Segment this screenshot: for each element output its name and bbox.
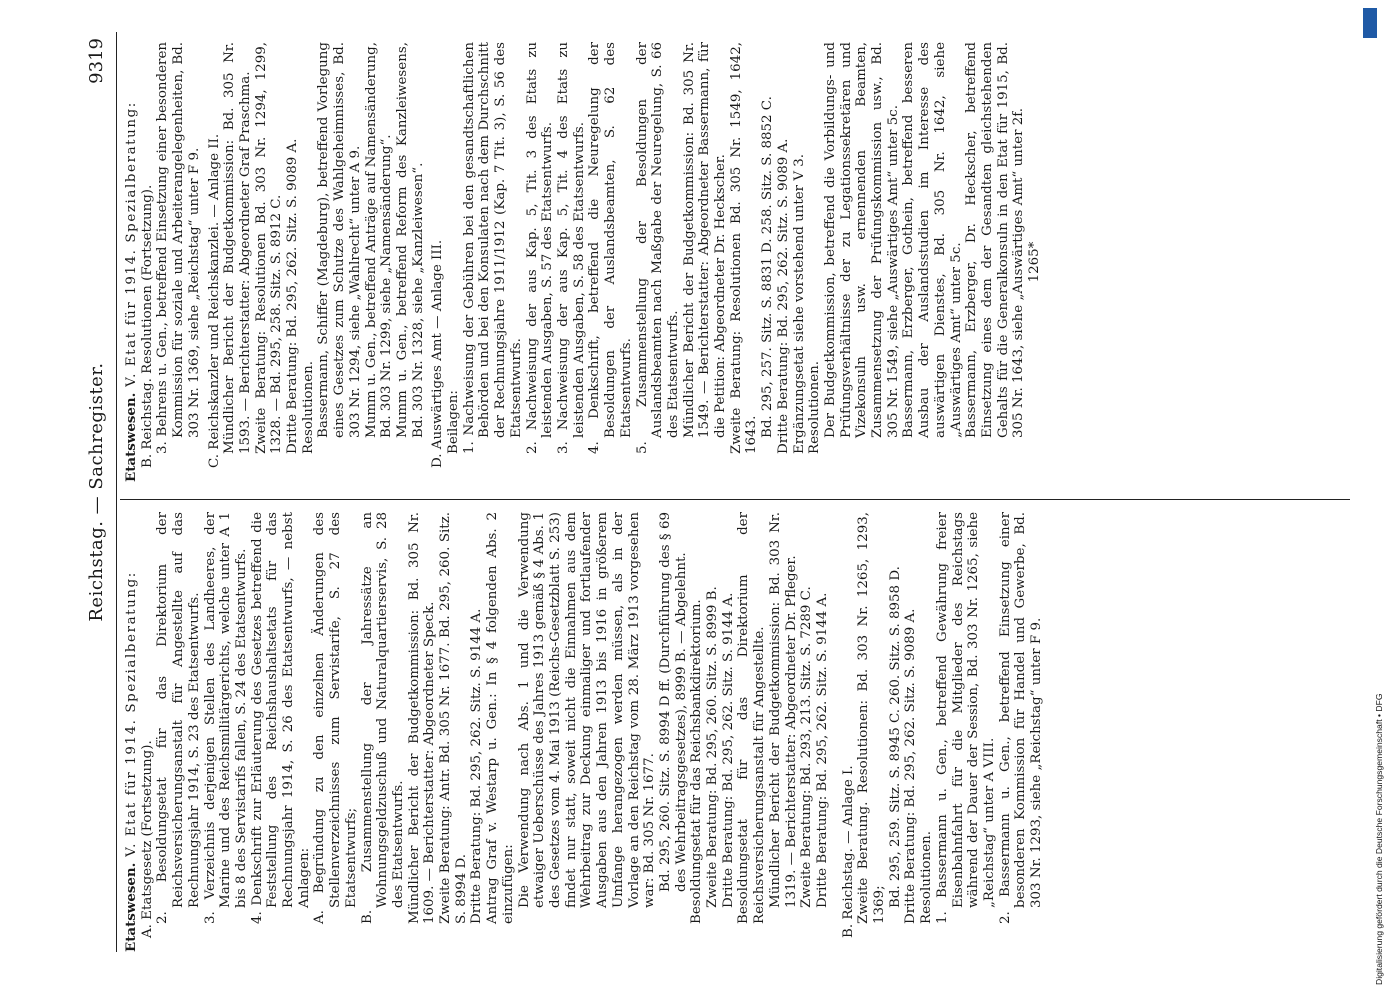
register-entry: Antrag Graf v. Westarp u. Gen.: In § 4 folgenden Abs. 2 einzufügen: <box>485 512 516 924</box>
register-entry: 2. Nachweisung der aus Kap. 5, Tit. 3 des Etats zu leistenden Ausgaben, S. 57 des Etatsentwurfs. <box>524 42 556 454</box>
running-head: Reichstag. — Sachregister. <box>86 362 107 622</box>
register-entry: 2. Bassermann u. Gen., betreffend Einsetzung einer besonderen Kommission für Handel und Gewerbe, Bd. 303 Nr. 1293, siehe „Reichstag“ unter F 9. <box>997 512 1045 924</box>
register-entry: Bd. 295, 259. Sitz. S. 8945 C. 260. Sitz. S. 8958 D. <box>887 566 903 908</box>
register-entry: Dritte Beratung: Bd. 295, 262. Sitz. S. 9144 A. <box>720 592 736 908</box>
register-entry: Dritte Beratung: Bd. 295, 262. Sitz. S. 9089 A. <box>903 608 919 924</box>
register-entry: Zweite Beratung: Resolutionen Bd. 303 Nr. 1294, 1299, 1328. — Bd. 295, 258. Sitz. S. 8912 C. <box>253 42 285 454</box>
register-entry: 1. Bassermann u. Gen., betreffend Gewährung freier Eisenbahnfahrt für die Mitglieder des Reichstags während der Dauer der Session, Bd. 303 Nr. 1265, siehe „Reichstag“ unter A VIII. <box>934 512 997 924</box>
register-entry: Mündlicher Bericht der Budgetkommission: Bd. 303 Nr. 1319. — Berichterstatter: Abgeordneter Dr. Pfleger. <box>767 512 799 908</box>
register-entry: 3. Nachweisung der aus Kap. 5, Tit. 4 des Etats zu leistenden Ausgaben, S. 58 des Etatsentwurfs. <box>555 42 587 454</box>
register-entry: B. Zusammenstellung der Jahressätze an Wohnungsgeldzuschuß und Naturalquartierservis, S. 28 des Etatsentwurfs. <box>359 512 406 924</box>
spacer <box>831 512 841 952</box>
register-entry: Mumm u. Gen., betreffend Anträge auf Namensänderung, Bd. 303 Nr. 1299, siehe „Namensänderung“. <box>363 42 395 438</box>
register-entry: D. Auswärtiges Amt — Anlage III. <box>430 239 446 468</box>
register-entry: Dritte Beratung: Bd. 295, 262. Sitz. S. 9089 A. <box>285 138 301 454</box>
rotated-register-page <box>80 32 1350 952</box>
register-entry: Die Verwendung nach Abs. 1 und die Verwendung etwaiger Ueberschüsse des Jahres 1913 gemäß § 4 Abs. 1 des Gesetzes vom 4. Mai 1913 (Reichs-Gesetzblatt S. 253) findet nur statt, soweit nicht die Einnahmen aus dem Wehrbeitrag zur Deckung einmaliger und fortlaufender Ausgaben aus den Jahren 1913 bis 1916 in größerem Umfange herangezogen werden müssen, als in der Vorlage an den Reichstag vom 28. März 1913 vorgesehen war: Bd. 305 Nr. 1677. <box>516 512 658 908</box>
register-entry: Resolutionen. <box>300 360 316 454</box>
dfg-logo-text: DFG <box>1376 16 1385 33</box>
register-entry: Mündlicher Bericht der Budgetkommission: Bd. 305 Nr. 1609. — Berichterstatter: Abgeordneter Speck. <box>406 512 438 924</box>
register-entry: Mündlicher Bericht der Budgetkommission: Bd. 305 Nr. 1593. — Berichterstatter: Abgeordneter Graf Praschma. <box>222 42 253 454</box>
column-divider <box>120 499 1350 500</box>
left-column <box>124 512 1045 952</box>
register-entry: Bd. 295, 260. Sitz. S. 8994 D ff. (Durchführung des § 69 des Wehrbeitragsgesetzes), 8999 B. — Abgelehnt. <box>657 512 689 892</box>
register-entry: 4. Denkschrift zur Erläuterung des Gesetzes betreffend die Feststellung des Reichshaushaltsetats für das Rechnungsjahr 1914, S. 26 des Etatsentwurfs, — nebst Anlagen: <box>249 512 312 924</box>
dfg-logo <box>1363 8 1385 38</box>
register-entry: Besoldungsetat für das Reichsbankdirektorium. <box>689 599 705 924</box>
register-entry: 3. Behrens u. Gen., betreffend Einsetzung einer besonderen Kommission für soziale und Arbeiterangelegenheiten, Bd. 303 Nr. 1369, siehe „Reichstag“ unter F 9. <box>155 42 202 454</box>
heading-part: Etatswesen. <box>123 862 139 952</box>
header-rule <box>116 32 117 952</box>
register-entry: Mündlicher Bericht der Budgetkommission: Bd. 305 Nr. 1549. — Berichterstatter: Abgeordneter Bassermann, für die Petition: Abgeordneter Dr. Heckscher. <box>681 42 729 438</box>
page-header <box>80 32 112 952</box>
register-entry: Bd. 295, 257. Sitz. S. 8831 D. 258. Sitz. S. 8852 C. <box>760 96 776 438</box>
register-entry: Der Budgetkommission, betreffend die Vorbildungs- und Prüfungsverhältnisse der zu Legationssekretären und Vizekonsuln usw. ernennenden Beamten, Zusammensetzung der Prüfungskommission usw., Bd. 305 Nr. 1549, siehe „Auswärtiges Amt“ unter 5c. <box>822 42 901 438</box>
register-entry: Zweite Beratung. Resolutionen: Bd. 303 Nr. 1265, 1293, 1369; <box>856 512 888 924</box>
register-entry: Ergänzungsetat siehe vorstehend unter V 3. <box>791 153 807 454</box>
register-entry: Dritte Beratung: Bd. 295, 262. Sitz. S. 9144 A. <box>469 608 485 924</box>
register-entry: Resolutionen. <box>919 830 935 924</box>
register-entry: A. Etatsgesetz (Fortsetzung). <box>139 740 155 938</box>
register-entry: Besoldungsetat für das Direktorium der Reichsversicherungsanstalt für Angestellte. <box>736 512 768 924</box>
register-entry: 4. Denkschrift, betreffend die Neuregelung der Besoldungen der Auslandsbeamten, S. 62 des Etatsentwurfs. <box>587 42 634 454</box>
register-entry: Mumm u. Gen., betreffend Reform des Kanzleiwesens, Bd. 303 Nr. 1328, siehe „Kanzleiwesen“. <box>394 42 426 438</box>
register-entry: Resolutionen. <box>807 360 823 454</box>
register-entry: Dritte Beratung: Bd. 295, 262. Sitz. S. 9144 A. <box>814 592 830 908</box>
heading-part: Etatswesen. <box>123 392 139 482</box>
register-entry: Bassermann, Erzberger, Dr. Heckscher, betreffend Einsetzung eines dem der Gesandten gleichstehenden Gehalts für die Generalkonsuln in den Etat für 1915, Bd. 305 Nr. 1643, siehe „Auswärtiges Amt“ unter 2f. <box>964 42 1027 438</box>
register-entry: 2. Besoldungsetat für das Direktorium der Reichsversicherungsanstalt für Angestellte auf das Rechnungsjahr 1914, S. 23 des Etatsentwurfs. <box>155 512 202 924</box>
register-entry: Zweite Beratung: Bd. 293, 213. Sitz. S. 7289 C. <box>799 586 815 908</box>
register-entry: Beilagen: <box>446 390 462 454</box>
page-number: 9319 <box>86 38 107 84</box>
section-heading <box>124 512 140 952</box>
register-entry: 5. Zusammenstellung der Besoldungen der Auslandsbeamten nach Maßgabe der Neuregelung, S. 66 des Etatsentwurfs. <box>634 42 681 454</box>
register-entry: Zweite Beratung: Antr. Bd. 305 Nr. 1677. Bd. 295, 260. Sitz. S. 8994 D. <box>438 512 469 924</box>
right-column <box>124 42 1043 482</box>
register-entry: Dritte Beratung: Bd. 295, 262. Sitz. S. 9089 A. <box>775 138 791 454</box>
register-entry: Zweite Beratung: Bd. 295, 260. Sitz. S. 8999 B. <box>705 586 721 908</box>
register-entry: Bassermann, Erzberger, Gothein, betreffend besseren Ausbau der Auslandsstudien im Interesse des auswärtigen Dienstes, Bd. 305 Nr. 1642, siehe „Auswärtiges Amt“ unter 5c. <box>901 42 964 438</box>
heading-part: V. Etat für 1914. Spezialberatung: <box>124 101 139 393</box>
heading-part: V. Etat für 1914. Spezialberatung: <box>124 571 139 863</box>
register-entry: Zweite Beratung: Resolutionen Bd. 305 Nr. 1549, 1642, 1643. <box>728 42 760 454</box>
register-entry: 1265* <box>1027 241 1043 283</box>
register-entry: B. Reichstag. — Anlage I. <box>840 765 856 938</box>
register-entry: Bassermann, Schiffer (Magdeburg), betreffend Vorlegung eines Gesetzes zum Schutze des Wahlgeheimnisses, Bd. 303 Nr. 1294, siehe „Wahlrecht“ unter A 9. <box>316 42 363 438</box>
register-entry: A. Begründung zu den einzelnen Änderungen des Stellenverzeichnisses zum Servistarife, S. 27 des Etatsentwurfs; <box>312 512 359 924</box>
register-entry: 1. Nachweisung der Gebühren bei den gesandtschaftlichen Behörden und bei den Konsulaten nach dem Durchschnitt der Rechnungsjahre 1911/1912 (Kap. 7 Tit. 3), S. 56 des Etatsentwurfs. <box>461 42 524 454</box>
register-entry: 3. Verzeichnis derjenigen Stellen des Landheeres, der Marine und des Reichsmilitärgerichts, welche unter A 1 bis 8 des Servistarifs fallen, S. 24 des Etatsentwurfs. <box>202 512 249 924</box>
section-heading <box>124 42 140 482</box>
dfg-credit-text: Digitalisierung gefördert durch die Deutsche Forschungsgemeinschaft • DFG <box>1374 693 1384 985</box>
digitization-credit <box>1350 10 1384 990</box>
register-entry: B. Reichstag. Resolutionen (Fortsetzung). <box>139 184 155 468</box>
register-entry: C. Reichskanzler und Reichskanzlei. — Anlage II. <box>206 133 222 468</box>
